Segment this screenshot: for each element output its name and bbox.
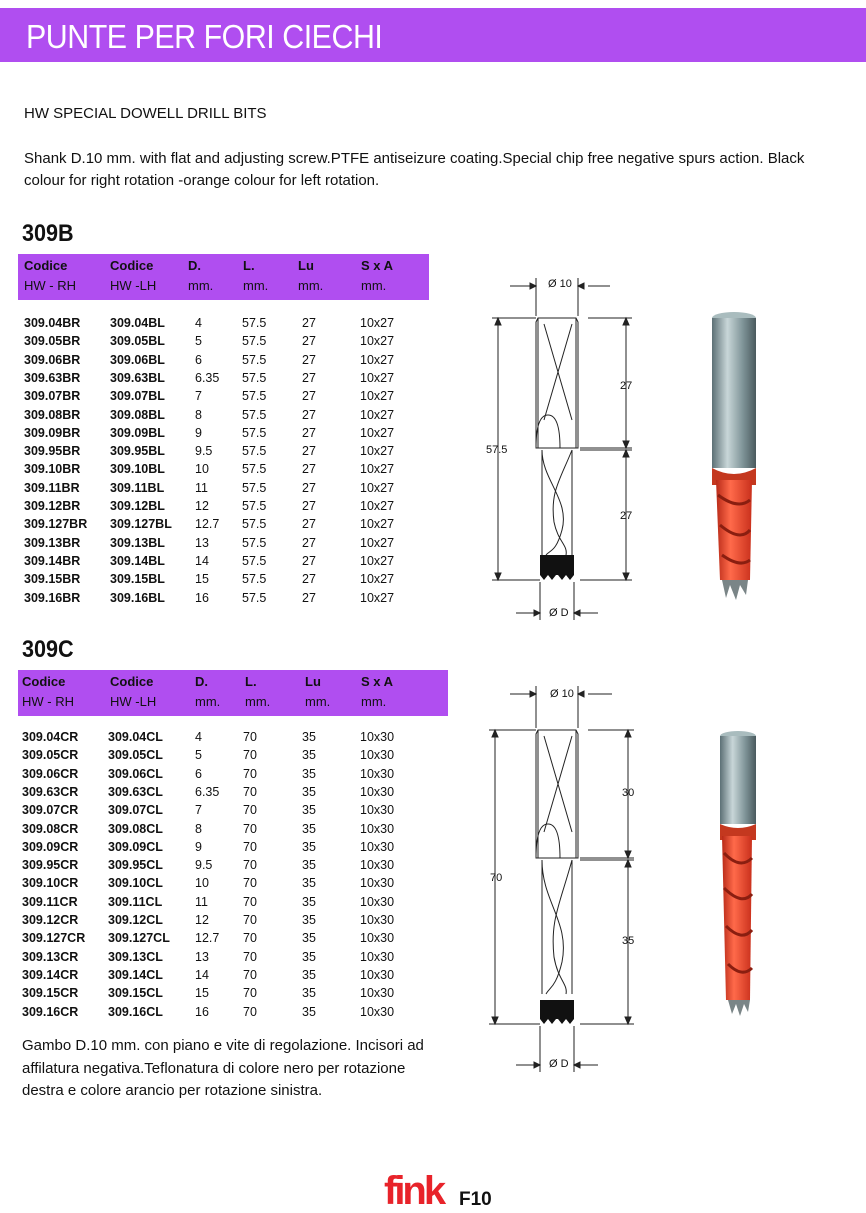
column-header: mm. bbox=[188, 278, 214, 293]
table-cell: 10x27 bbox=[360, 535, 395, 550]
table-cell: 309.15BL bbox=[110, 572, 165, 587]
table-cell: 57.5 bbox=[242, 370, 267, 385]
table-cell: 27 bbox=[302, 517, 316, 532]
table-cell: 309.10BR bbox=[24, 462, 81, 477]
description-en: Shank D.10 mm. with flat and adjusting screw.PTFE antiseizure coating.Special chip free negative spurs action. Black colour for right rotation -orange colour for left rotation. bbox=[24, 150, 805, 189]
table-cell: 309.63BR bbox=[24, 370, 81, 385]
table-cell: 14 bbox=[195, 553, 209, 568]
table-cell: 35 bbox=[302, 784, 316, 799]
table-cell: 309.11BR bbox=[24, 480, 80, 495]
table-cell: 10x27 bbox=[360, 517, 395, 532]
table-cell: 10x30 bbox=[360, 967, 395, 982]
table-cell: 309.15CL bbox=[108, 986, 163, 1001]
table-cell: 35 bbox=[302, 839, 316, 854]
table-cell: 10x30 bbox=[360, 913, 395, 927]
table-cell: 7 bbox=[195, 389, 202, 404]
subtitle: HW SPECIAL DOWELL DRILL BITS bbox=[24, 105, 267, 122]
table-cell: 309.63CL bbox=[108, 784, 163, 799]
table-cell: 70 bbox=[243, 748, 257, 763]
column-header: L. bbox=[243, 258, 255, 273]
table-cell: 309.13BL bbox=[110, 535, 165, 550]
table-cell: 70 bbox=[243, 1004, 257, 1019]
table-cell: 57.5 bbox=[242, 334, 267, 349]
table-cell: 309.10CR bbox=[22, 876, 79, 891]
table-cell: 309.14BR bbox=[24, 553, 81, 568]
table-cell: 309.15CR bbox=[22, 986, 79, 1001]
table-cell: 309.09CR bbox=[22, 839, 79, 854]
dim-total-309b: 57.5 bbox=[486, 444, 508, 456]
table-cell: 10x27 bbox=[360, 572, 395, 587]
table-cell: 309.09CL bbox=[108, 839, 163, 854]
table-cell: 309.07CR bbox=[22, 803, 79, 818]
table-cell: 309.63CR bbox=[22, 784, 79, 799]
table-cell: 10x27 bbox=[360, 389, 395, 404]
table-cell: 309.06BR bbox=[24, 352, 81, 367]
table-cell: 309.11CR bbox=[22, 894, 78, 909]
table-cell: 11 bbox=[195, 894, 208, 909]
table-cell: 10x27 bbox=[360, 316, 395, 330]
table-cell: 14 bbox=[195, 967, 209, 982]
table-cell: 6 bbox=[195, 352, 202, 367]
table-cell: 27 bbox=[302, 425, 316, 440]
table-cell: 9 bbox=[195, 839, 202, 854]
table-cell: 35 bbox=[302, 730, 316, 744]
table-cell: 9.5 bbox=[195, 444, 213, 459]
dim-lower-309c: 35 bbox=[622, 935, 635, 947]
table-cell: 27 bbox=[302, 572, 316, 587]
table-cell: 70 bbox=[243, 766, 257, 781]
table-cell: 35 bbox=[302, 967, 316, 982]
table-cell: 70 bbox=[243, 803, 257, 818]
table-cell: 10x27 bbox=[360, 553, 395, 568]
table-cell: 309.95CL bbox=[108, 858, 163, 873]
column-header: HW -LH bbox=[110, 694, 157, 709]
table-header-309b bbox=[18, 254, 429, 300]
table-cell: 15 bbox=[195, 986, 209, 1001]
table-cell: 5 bbox=[195, 748, 202, 763]
table-cell: 70 bbox=[243, 894, 257, 909]
column-header: mm. bbox=[195, 694, 221, 709]
table-cell: 10x30 bbox=[360, 784, 395, 799]
table-cell: 35 bbox=[302, 931, 316, 946]
table-cell: 309.127CL bbox=[108, 931, 170, 946]
table-cell: 10x27 bbox=[360, 590, 395, 605]
table-cell: 27 bbox=[302, 480, 316, 495]
table-cell: 309.06CL bbox=[108, 766, 163, 781]
table-cell: 10x30 bbox=[360, 931, 395, 946]
table-cell: 10x30 bbox=[360, 803, 395, 818]
table-cell: 309.07BR bbox=[24, 389, 81, 404]
column-header: mm. bbox=[245, 694, 271, 709]
column-header: Codice bbox=[110, 258, 154, 273]
table-cell: 309.16BL bbox=[110, 590, 165, 605]
table-cell: 309.16BR bbox=[24, 590, 81, 605]
table-cell: 70 bbox=[243, 784, 257, 799]
table-cell: 309.12BR bbox=[24, 499, 81, 513]
dim-upper-309c: 30 bbox=[622, 787, 635, 799]
table-cell: 309.127CR bbox=[22, 931, 86, 946]
table-cell: 27 bbox=[302, 499, 316, 513]
table-cell: 4 bbox=[195, 316, 202, 330]
dim-lower-309b: 27 bbox=[620, 510, 633, 522]
table-cell: 10x27 bbox=[360, 407, 395, 422]
table-cell: 35 bbox=[302, 894, 316, 909]
table-cell: 70 bbox=[243, 839, 257, 854]
column-header: D. bbox=[188, 258, 201, 273]
table-cell: 8 bbox=[195, 821, 202, 836]
dim-upper-309b: 27 bbox=[620, 380, 633, 392]
table-cell: 309.95BR bbox=[24, 444, 81, 459]
table-cell: 10x27 bbox=[360, 370, 395, 385]
table-cell: 309.14BL bbox=[110, 553, 165, 568]
table-cell: 4 bbox=[195, 730, 202, 744]
table-cell: 27 bbox=[302, 334, 316, 349]
table-cell: 57.5 bbox=[242, 462, 267, 477]
table-cell: 11 bbox=[195, 480, 208, 495]
table-cell: 35 bbox=[302, 876, 316, 891]
table-cell: 57.5 bbox=[242, 425, 267, 440]
table-cell: 57.5 bbox=[242, 572, 267, 587]
column-header: mm. bbox=[305, 694, 331, 709]
table-cell: 309.08CL bbox=[108, 821, 163, 836]
table-cell: 10x30 bbox=[360, 876, 395, 891]
table-cell: 309.07CL bbox=[108, 803, 163, 818]
table-cell: 309.12BL bbox=[110, 499, 165, 513]
column-header: mm. bbox=[361, 694, 387, 709]
table-cell: 9.5 bbox=[195, 858, 213, 873]
table-cell: 10x30 bbox=[360, 748, 395, 763]
table-cell: 57.5 bbox=[242, 517, 267, 532]
table-cell: 309.11CL bbox=[108, 894, 163, 909]
table-cell: 12.7 bbox=[195, 517, 220, 532]
svg-text:fink: fink bbox=[384, 1169, 444, 1210]
table-cell: 57.5 bbox=[242, 444, 267, 459]
table-cell: 309.95BL bbox=[110, 444, 165, 459]
table-cell: 57.5 bbox=[242, 389, 267, 404]
table-cell: 309.12CR bbox=[22, 913, 79, 927]
table-header-309c bbox=[18, 670, 448, 716]
column-header: Lu bbox=[298, 258, 314, 273]
table-cell: 8 bbox=[195, 407, 202, 422]
table-cell: 35 bbox=[302, 913, 316, 927]
table-cell: 10x27 bbox=[360, 352, 395, 367]
table-cell: 10x27 bbox=[360, 425, 395, 440]
table-cell: 57.5 bbox=[242, 352, 267, 367]
table-cell: 27 bbox=[302, 352, 316, 367]
column-header: Codice bbox=[110, 674, 154, 689]
technical-drawing-309c bbox=[480, 682, 640, 1082]
table-cell: 10 bbox=[195, 462, 209, 477]
table-cell: 16 bbox=[195, 590, 209, 605]
table-cell: 309.09BL bbox=[110, 425, 165, 440]
table-cell: 10 bbox=[195, 876, 209, 891]
column-header: S x A bbox=[361, 258, 394, 273]
table-cell: 70 bbox=[243, 967, 257, 982]
dim-total-309c: 70 bbox=[490, 872, 503, 884]
dim-tip-309c: Ø D bbox=[549, 1058, 569, 1070]
table-cell: 10x27 bbox=[360, 334, 395, 349]
table-cell: 309.127BL bbox=[110, 517, 172, 532]
table-cell: 5 bbox=[195, 334, 202, 349]
table-cell: 309.04CR bbox=[22, 730, 79, 744]
table-cell: 27 bbox=[302, 462, 316, 477]
table-cell: 309.05BR bbox=[24, 334, 81, 349]
table-cell: 70 bbox=[243, 876, 257, 891]
table-cell: 70 bbox=[243, 931, 257, 946]
table-cell: 309.08BL bbox=[110, 407, 165, 422]
table-cell: 309.63BL bbox=[110, 370, 165, 385]
page-number: F10 bbox=[459, 1189, 492, 1210]
table-cell: 57.5 bbox=[242, 316, 267, 330]
table-cell: 57.5 bbox=[242, 553, 267, 568]
table-cell: 35 bbox=[302, 803, 316, 818]
table-cell: 70 bbox=[243, 858, 257, 873]
table-cell: 57.5 bbox=[242, 499, 267, 513]
table-cell: 309.16CL bbox=[108, 1004, 163, 1019]
page-title: PUNTE PER FORI CIECHI bbox=[26, 18, 383, 55]
column-header: Codice bbox=[24, 258, 68, 273]
table-cell: 309.04CL bbox=[108, 730, 163, 744]
table-cell: 10x27 bbox=[360, 480, 395, 495]
table-cell: 309.14CL bbox=[108, 967, 163, 982]
column-header: mm. bbox=[361, 278, 387, 293]
table-cell: 10x30 bbox=[360, 730, 395, 744]
table-cell: 27 bbox=[302, 389, 316, 404]
fink-logo bbox=[384, 1166, 452, 1210]
table-cell: 57.5 bbox=[242, 407, 267, 422]
table-cell: 9 bbox=[195, 425, 202, 440]
table-cell: 12.7 bbox=[195, 931, 220, 946]
table-cell: 70 bbox=[243, 913, 257, 927]
table-cell: 16 bbox=[195, 1004, 209, 1019]
table-cell: 27 bbox=[302, 590, 316, 605]
table-cell: 35 bbox=[302, 986, 316, 1001]
table-cell: 309.05CL bbox=[108, 748, 163, 763]
table-cell: 309.11BL bbox=[110, 480, 165, 495]
table-cell: 309.04BL bbox=[110, 316, 165, 330]
table-cell: 309.04BR bbox=[24, 316, 81, 330]
table-cell: 57.5 bbox=[242, 480, 267, 495]
section-title-309b: 309B bbox=[22, 220, 74, 247]
table-cell: 35 bbox=[302, 766, 316, 781]
table-cell: 309.12CL bbox=[108, 913, 163, 927]
table-cell: 7 bbox=[195, 803, 202, 818]
table-cell: 10x30 bbox=[360, 1004, 395, 1019]
table-cell: 35 bbox=[302, 858, 316, 873]
dim-shank-309b: Ø 10 bbox=[548, 278, 572, 290]
column-header: D. bbox=[195, 674, 208, 689]
column-header: mm. bbox=[298, 278, 324, 293]
table-cell: 10x27 bbox=[360, 499, 395, 513]
table-cell: 309.10BL bbox=[110, 462, 165, 477]
table-cell: 57.5 bbox=[242, 535, 267, 550]
table-cell: 6.35 bbox=[195, 784, 220, 799]
table-cell: 12 bbox=[195, 913, 209, 927]
table-cell: 35 bbox=[302, 748, 316, 763]
table-cell: 6 bbox=[195, 766, 202, 781]
table-cell: 13 bbox=[195, 535, 209, 550]
table-cell: 309.10CL bbox=[108, 876, 163, 891]
table-cell: 27 bbox=[302, 370, 316, 385]
table-cell: 35 bbox=[302, 821, 316, 836]
table-cell: 27 bbox=[302, 553, 316, 568]
table-cell: 15 bbox=[195, 572, 209, 587]
column-header: HW - RH bbox=[22, 694, 74, 709]
column-header: S x A bbox=[361, 674, 394, 689]
header-banner bbox=[0, 8, 866, 62]
column-header: L. bbox=[245, 674, 257, 689]
table-cell: 10x30 bbox=[360, 766, 395, 781]
drill-photo-309c bbox=[700, 728, 790, 1018]
table-cell: 70 bbox=[243, 949, 257, 964]
table-cell: 6.35 bbox=[195, 370, 220, 385]
table-cell: 309.95CR bbox=[22, 858, 79, 873]
table-cell: 57.5 bbox=[242, 590, 267, 605]
table-cell: 309.13CL bbox=[108, 949, 163, 964]
table-cell: 35 bbox=[302, 1004, 316, 1019]
column-header: mm. bbox=[243, 278, 269, 293]
table-cell: 10x27 bbox=[360, 462, 395, 477]
table-cell: 10x30 bbox=[360, 821, 395, 836]
column-header: Lu bbox=[305, 674, 321, 689]
table-cell: 309.15BR bbox=[24, 572, 81, 587]
table-cell: 309.05CR bbox=[22, 748, 79, 763]
table-cell: 27 bbox=[302, 316, 316, 330]
table-cell: 27 bbox=[302, 407, 316, 422]
table-cell: 309.09BR bbox=[24, 425, 81, 440]
table-cell: 35 bbox=[302, 949, 316, 964]
table-cell: 12 bbox=[195, 499, 209, 513]
table-cell: 309.06BL bbox=[110, 352, 165, 367]
table-cell: 309.05BL bbox=[110, 334, 165, 349]
table-cell: 10x30 bbox=[360, 839, 395, 854]
column-header: Codice bbox=[22, 674, 66, 689]
table-cell: 309.14CR bbox=[22, 967, 79, 982]
table-cell: 309.16CR bbox=[22, 1004, 79, 1019]
table-cell: 309.08BR bbox=[24, 407, 81, 422]
table-cell: 70 bbox=[243, 730, 257, 744]
table-cell: 10x27 bbox=[360, 444, 395, 459]
table-cell: 309.127BR bbox=[24, 517, 88, 532]
section-title-309c: 309C bbox=[22, 636, 74, 663]
table-cell: 10x30 bbox=[360, 858, 395, 873]
column-header: HW -LH bbox=[110, 278, 157, 293]
dim-shank-309c: Ø 10 bbox=[550, 688, 574, 700]
table-cell: 309.07BL bbox=[110, 389, 165, 404]
table-cell: 309.13BR bbox=[24, 535, 81, 550]
table-cell: 70 bbox=[243, 986, 257, 1001]
table-cell: 309.08CR bbox=[22, 821, 79, 836]
table-cell: 10x30 bbox=[360, 986, 395, 1001]
dim-tip-309b: Ø D bbox=[549, 607, 569, 619]
table-cell: 10x30 bbox=[360, 894, 395, 909]
table-cell: 27 bbox=[302, 535, 316, 550]
table-cell: 309.06CR bbox=[22, 766, 79, 781]
table-cell: 10x30 bbox=[360, 949, 395, 964]
table-cell: 27 bbox=[302, 444, 316, 459]
column-header: HW - RH bbox=[24, 278, 76, 293]
table-cell: 13 bbox=[195, 949, 209, 964]
drill-photo-309b bbox=[700, 310, 790, 605]
table-cell: 70 bbox=[243, 821, 257, 836]
description-it: Gambo D.10 mm. con piano e vite di regolazione. Incisori ad affilatura negativa.Teflonatura di colore nero per rotazione destra e colore arancio per rotazione sinistra. bbox=[22, 1037, 424, 1099]
table-cell: 309.13CR bbox=[22, 949, 79, 964]
